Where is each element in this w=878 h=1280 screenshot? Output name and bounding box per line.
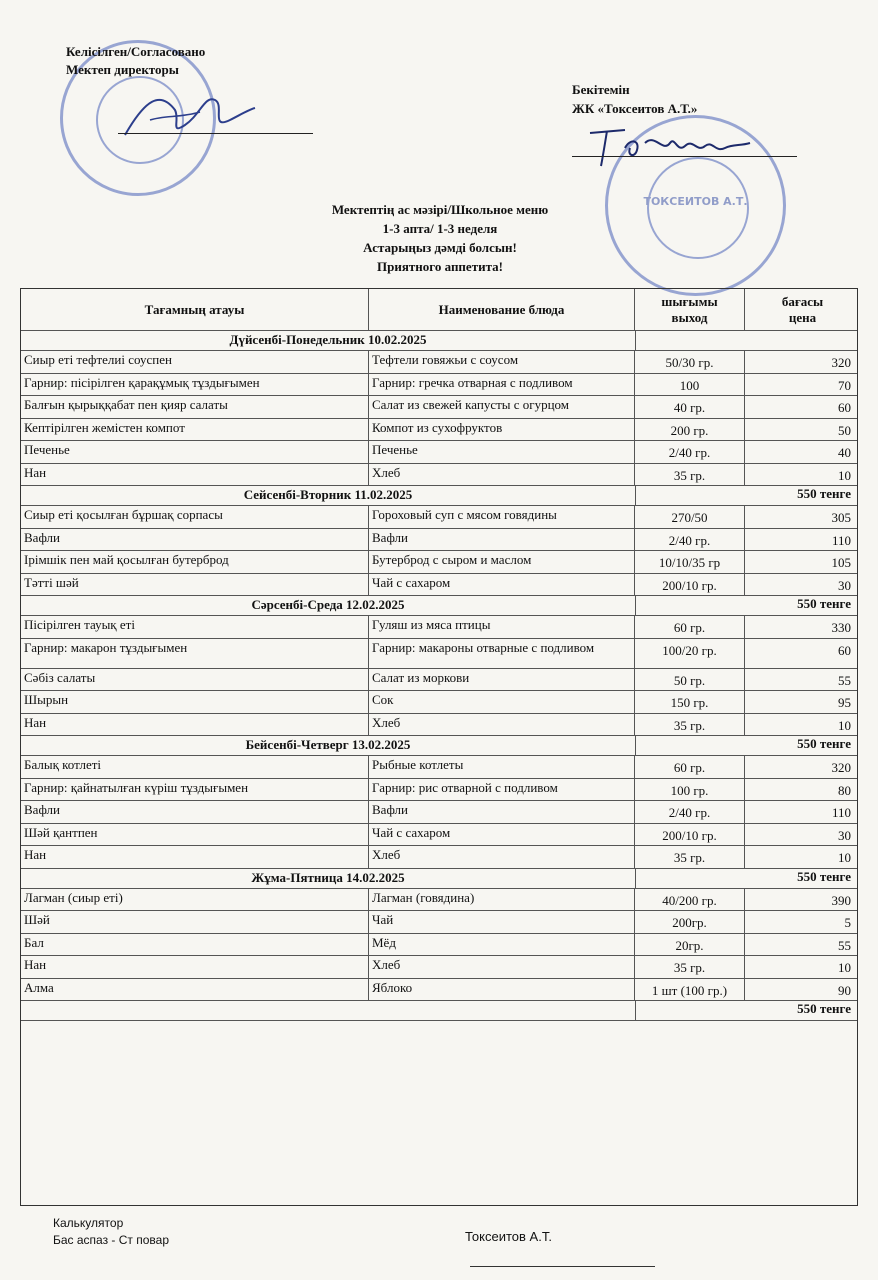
- dish-name-ru: Хлеб: [369, 956, 635, 978]
- agreed-block: [66, 43, 205, 79]
- day-title: Сәрсенбі-Среда 12.02.2025: [21, 596, 636, 615]
- dish-yield: 35 гр.: [635, 714, 745, 736]
- day-header-row: [21, 736, 857, 756]
- dish-yield: 2/40 гр.: [635, 529, 745, 551]
- final-total: 550 тенге: [797, 1001, 851, 1017]
- dish-price: 40: [838, 445, 851, 460]
- dish-name-kz: Кептірілген жемістен компот: [21, 419, 369, 441]
- dish-yield: 60 гр.: [635, 616, 745, 638]
- dish-name-kz: Сәбіз салаты: [21, 669, 369, 691]
- agreed-signature-line: [118, 133, 313, 134]
- table-row: [21, 616, 857, 639]
- table-row: [21, 934, 857, 957]
- dish-yield: 100 гр.: [635, 779, 745, 801]
- day-title: Жұма-Пятница 14.02.2025: [21, 869, 636, 888]
- dish-yield: 200/10 гр.: [635, 824, 745, 846]
- dish-price: 390: [831, 892, 851, 908]
- header-yield-kz: шығымы: [661, 293, 718, 309]
- dish-price: 105: [831, 555, 851, 570]
- dish-name-ru: Компот из сухофруктов: [369, 419, 635, 441]
- dish-yield: 40/200 гр.: [635, 889, 745, 911]
- day-title: Дүйсенбі-Понедельник 10.02.2025: [21, 331, 636, 350]
- dish-price: 55: [838, 672, 851, 688]
- approve-line-1: Бекітемін: [572, 82, 630, 97]
- agreed-line-2: Мектеп директоры: [66, 62, 179, 77]
- dish-price: 95: [838, 695, 851, 711]
- dish-name-ru: Лагман (говядина): [369, 889, 635, 911]
- table-header-row: [21, 289, 857, 331]
- dish-price: 10: [838, 467, 851, 483]
- dish-name-ru: Гуляш из мяса птицы: [369, 616, 635, 638]
- header-price-ru: цена: [788, 309, 817, 325]
- dish-name-kz: Шәй қантпен: [21, 824, 369, 846]
- dish-yield: 200/10 гр.: [635, 574, 745, 596]
- dish-name-ru: Хлеб: [369, 714, 635, 736]
- day-header-row: [21, 486, 857, 506]
- dish-yield: 100: [635, 374, 745, 396]
- header-kz-name: Тағамның атауы: [21, 289, 369, 330]
- dish-name-ru: Яблоко: [369, 979, 635, 1001]
- dish-price: 320: [831, 355, 851, 370]
- dish-price: 55: [838, 937, 851, 953]
- table-row: [21, 574, 857, 597]
- dish-price: 80: [838, 782, 851, 798]
- dish-price: 10: [838, 717, 851, 733]
- dish-price: 5: [844, 915, 851, 931]
- dish-yield: 50 гр.: [635, 669, 745, 691]
- dish-name-kz: Лагман (сиыр еті): [21, 889, 369, 911]
- table-row: [21, 419, 857, 442]
- dish-name-ru: Тефтели говяжьи с соусом: [369, 351, 635, 373]
- dish-yield: 100/20 гр.: [635, 639, 745, 668]
- dish-name-kz: Балық котлеті: [21, 756, 369, 778]
- dish-name-kz: Гарнир: қайнатылған күріш тұздығымен: [21, 779, 369, 801]
- dish-name-kz: Сиыр еті тефтелиі соуспен: [21, 351, 369, 373]
- dish-price: 10: [838, 960, 851, 976]
- table-row: [21, 714, 857, 737]
- title-line-3: Астарыңыз дәмді болсын!: [363, 240, 517, 255]
- dish-name-ru: Гарнир: гречка отварная с подливом: [369, 374, 635, 396]
- dish-yield: 10/10/35 гр: [635, 551, 745, 573]
- table-row: [21, 801, 857, 824]
- dish-name-ru: Чай с сахаром: [369, 824, 635, 846]
- dish-name-kz: Вафли: [21, 801, 369, 823]
- dish-price: 30: [838, 827, 851, 843]
- day-total: 550 тенге: [797, 486, 851, 501]
- dish-name-kz: Вафли: [21, 529, 369, 551]
- dish-yield: 60 гр.: [635, 756, 745, 778]
- table-row: [21, 551, 857, 574]
- dish-name-ru: Сок: [369, 691, 635, 713]
- table-row: [21, 669, 857, 692]
- dish-price: 305: [831, 510, 851, 525]
- table-row: [21, 396, 857, 419]
- day-header-row: [21, 331, 857, 351]
- dish-name-kz: Ірімшік пен май қосылған бутерброд: [21, 551, 369, 573]
- dish-name-ru: Бутерброд с сыром и маслом: [369, 551, 635, 573]
- dish-yield: 40 гр.: [635, 396, 745, 418]
- dish-price: 90: [838, 982, 851, 998]
- footer-signature-line: [470, 1266, 655, 1267]
- approve-line-2: ЖК «Токсеитов А.Т.»: [572, 101, 698, 116]
- dish-name-kz: Алма: [21, 979, 369, 1001]
- dish-yield: 1 шт (100 гр.): [635, 979, 745, 1001]
- dish-name-ru: Мёд: [369, 934, 635, 956]
- dish-price: 50: [838, 422, 851, 438]
- footer-left: [53, 1215, 169, 1249]
- header-price-kz: бағасы: [781, 293, 824, 309]
- table-row: [21, 824, 857, 847]
- dish-price: 30: [838, 577, 851, 593]
- dish-name-kz: Шәй: [21, 911, 369, 933]
- dish-name-ru: Рыбные котлеты: [369, 756, 635, 778]
- table-row: [21, 464, 857, 487]
- title-line-2: 1-3 апта/ 1-3 неделя: [382, 221, 498, 236]
- table-row: [21, 779, 857, 802]
- dish-name-ru: Салат из моркови: [369, 669, 635, 691]
- dish-name-kz: Нан: [21, 846, 369, 868]
- dish-name-ru: Чай с сахаром: [369, 574, 635, 596]
- day-total: 550 тенге: [797, 736, 851, 752]
- dish-name-kz: Нан: [21, 714, 369, 736]
- table-row: [21, 529, 857, 552]
- dish-yield: 20гр.: [635, 934, 745, 956]
- table-row: [21, 756, 857, 779]
- day-total: [745, 331, 857, 350]
- final-total-spacer: [21, 1001, 636, 1020]
- day-header-row: [21, 596, 857, 616]
- dish-price: 10: [838, 850, 851, 866]
- dish-yield: 2/40 гр.: [635, 801, 745, 823]
- dish-yield: 150 гр.: [635, 691, 745, 713]
- dish-name-ru: Гороховый суп с мясом говядины: [369, 506, 635, 528]
- dish-name-kz: Пісірілген тауық еті: [21, 616, 369, 638]
- dish-name-kz: Бал: [21, 934, 369, 956]
- dish-yield: 270/50: [635, 506, 745, 528]
- stamp-text: ТОКСЕИТОВ А.Т.: [643, 195, 748, 208]
- dish-yield: 2/40 гр.: [635, 441, 745, 463]
- table-row: [21, 846, 857, 869]
- dish-name-ru: Чай: [369, 911, 635, 933]
- table-row: [21, 374, 857, 397]
- table-row: [21, 691, 857, 714]
- table-row: [21, 441, 857, 464]
- dish-yield: 200 гр.: [635, 419, 745, 441]
- dish-name-kz: Сиыр еті қосылған бұршақ сорпасы: [21, 506, 369, 528]
- dish-price: 70: [838, 377, 851, 393]
- header-ru-name: Наименование блюда: [369, 289, 635, 330]
- dish-name-kz: Балғын қырыққабат пен қияр салаты: [21, 396, 369, 418]
- dish-name-ru: Хлеб: [369, 464, 635, 486]
- final-total-row: [21, 1001, 857, 1021]
- dish-name-kz: Нан: [21, 956, 369, 978]
- header-price: [745, 289, 857, 330]
- dish-yield: 35 гр.: [635, 846, 745, 868]
- day-header-row: [21, 869, 857, 889]
- dish-name-kz: Тәтті шәй: [21, 574, 369, 596]
- dish-name-kz: Шырын: [21, 691, 369, 713]
- header-yield-ru: выход: [671, 309, 708, 325]
- approve-signature-line: [572, 156, 797, 157]
- table-row: [21, 911, 857, 934]
- dish-name-ru: Хлеб: [369, 846, 635, 868]
- day-total: 550 тенге: [797, 868, 851, 884]
- dish-name-ru: Гарнир: макароны отварные с подливом: [369, 639, 635, 668]
- header-yield: [635, 289, 745, 330]
- footer-chef-name: Токсеитов А.Т.: [465, 1229, 552, 1244]
- dish-name-kz: Гарнир: пісірілген қарақұмық тұздығымен: [21, 374, 369, 396]
- table-row: [21, 889, 857, 912]
- dish-name-ru: Вафли: [369, 801, 635, 823]
- agreed-line-1: Келісілген/Согласовано: [66, 44, 206, 59]
- title-line-4: Приятного аппетита!: [377, 259, 503, 274]
- title-line-1: Мектептің ас мәзірі/Школьное меню: [331, 202, 549, 217]
- document-title: [290, 200, 590, 276]
- dish-name-kz: Гарнир: макарон тұздығымен: [21, 639, 369, 668]
- dish-price: 330: [831, 620, 851, 635]
- table-row: [21, 639, 857, 669]
- dish-yield: 50/30 гр.: [635, 351, 745, 373]
- table-row: [21, 979, 857, 1002]
- day-title: Бейсенбі-Четверг 13.02.2025: [21, 736, 636, 755]
- footer-calculator: Калькулятор: [53, 1216, 124, 1230]
- day-title: Сейсенбі-Вторник 11.02.2025: [21, 486, 636, 505]
- signature-left: [120, 80, 260, 150]
- dish-yield: 200гр.: [635, 911, 745, 933]
- dish-name-ru: Гарнир: рис отварной с подливом: [369, 779, 635, 801]
- dish-price: 110: [831, 532, 851, 548]
- table-row: [21, 956, 857, 979]
- approve-block: [572, 80, 697, 118]
- table-row: [21, 351, 857, 374]
- dish-yield: 35 гр.: [635, 464, 745, 486]
- dish-name-ru: Вафли: [369, 529, 635, 551]
- menu-table: [20, 288, 858, 1206]
- dish-name-ru: Печенье: [369, 441, 635, 463]
- dish-price: 60: [838, 400, 851, 415]
- signature-right: [585, 118, 755, 173]
- footer-chef: Бас аспаз - Ст повар: [53, 1233, 170, 1247]
- table-row: [21, 506, 857, 529]
- dish-price: 110: [831, 805, 851, 821]
- day-total: 550 тенге: [797, 596, 851, 611]
- dish-price: 60: [838, 642, 851, 658]
- dish-name-ru: Салат из свежей капусты с огурцом: [369, 396, 635, 418]
- dish-price: 320: [831, 760, 851, 776]
- dish-yield: 35 гр.: [635, 956, 745, 978]
- dish-name-kz: Нан: [21, 464, 369, 486]
- dish-name-kz: Печенье: [21, 441, 369, 463]
